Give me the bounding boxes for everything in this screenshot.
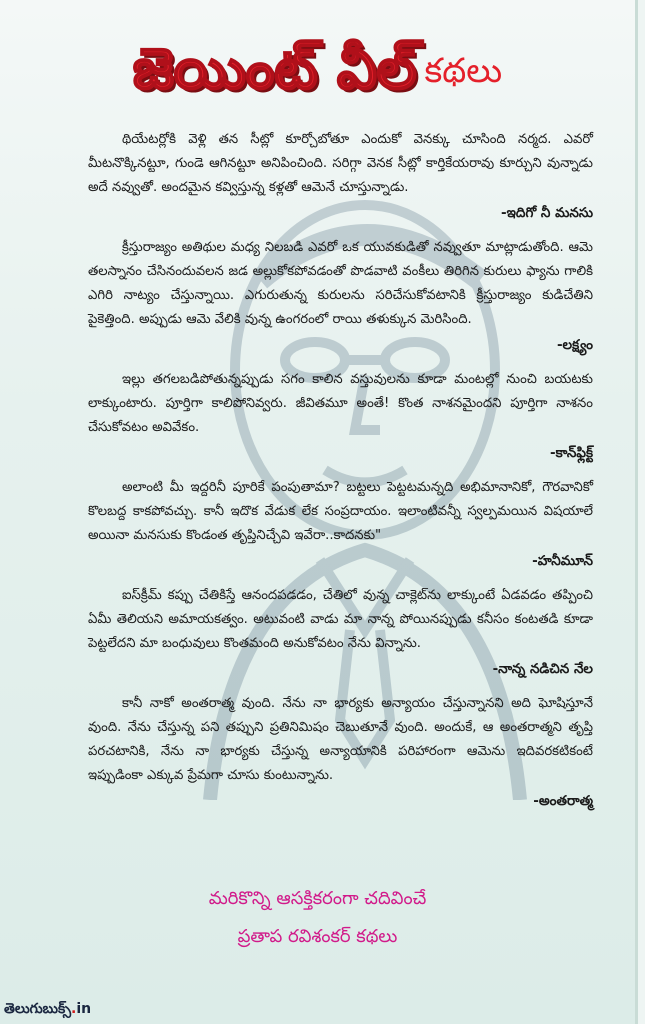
title-sub: కథలు <box>424 51 503 91</box>
footer-line-2: ప్రతాప రవిశంకర్ కథలు <box>237 926 398 947</box>
excerpt-source: -ఇదిగో నీ మనసు <box>501 205 593 221</box>
excerpts <box>88 128 593 824</box>
excerpt-text: ఇల్లు తగలబడిపోతున్నప్పుడు సగం కాలిన వస్తువులను కూడా మంటల్లో నుంచి బయటకు లాక్కుంటారు. పూర్తిగా కాలిపోనివ్వరు. జీవితమూ అంతే! కొంత నాశనమైందని పూర్తిగా నాశనం చేసుకోవటం అవివేకం. <box>88 372 593 435</box>
excerpt-text: ఐస్‌క్రీమ్ కప్పు చేతికిస్తే ఆనందపడడం, చేతిలో వున్న చాక్లెట్‌ను లాక్కుంటే ఏడవడం తప్పించి ఏమీ తెలియని అమాయకత్వం. అటువంటి వాడు మా నాన్న పోయినప్పుడు కనీసం కంటతడి కూడా పెట్టలేదని మా బంధువులు కొంతమంది అనుకోవటం నేను విన్నాను. <box>88 588 593 651</box>
excerpt-text: కానీ నాకో అంతరాత్మ వుంది. నేను నా భార్యకు అన్యాయం చేస్తున్నానని అది ఘోషిస్తూనే వుంది. నేను చేస్తున్న పని తప్పుని ప్రతినిమిషం చెబుతూనే వుంది. అందుకే, ఆ అంతరాత్మని తృప్తి పరచటానికి, నేను నా భార్యకు చేస్తున్న అన్యాయానికి పరిహారంగా ఆమెను ఇదివరకటికంటే ఇప్పుడింకా ఎక్కువ ప్రేమగా చూసు కుంటున్నాను. <box>88 696 593 783</box>
excerpt-source: -హనీమూన్ <box>532 553 593 569</box>
footer-line-1: మరికొన్ని ఆసక్తికరంగా చదివించే <box>208 888 427 909</box>
excerpt-source: -కాన్‌ఫ్లిక్ట్ <box>550 445 593 461</box>
credit-dot: . <box>71 1001 77 1017</box>
footer-tagline <box>0 880 635 956</box>
site-credit <box>4 1001 91 1020</box>
excerpt-text: అలాంటి మీ ఇద్దరినీ పూరికే పంపుతామా? బట్టలు పెట్టటమన్నది అభిమానానికో, గౌరవానికో కొలబద్ద కాకపోవచ్చు. కానీ ఇదొక వేడుక లేక సంప్రదాయం. ఇలాంటివన్నీ స్వల్పమయిన విషయాలే అయినా మనసుకు కొండంత తృప్తినిచ్చేవి ఇవేరా..కాదనకు" <box>88 480 593 543</box>
excerpt-source: -అంతరాత్మ <box>533 793 593 809</box>
credit-brand: తెలుగుబుక్స్ <box>4 1001 72 1017</box>
excerpt-text: థియేటర్లోకి వెళ్లి తన సీట్లో కూర్చోబోతూ ఎందుకో వెనక్కు చూసింది నర్మద. ఎవరో మీటనొక్కినట్టూ, గుండె ఆగినట్టూ అనిపించింది. సరిగ్గా వెనక సీట్లో కార్తికేయరావు కూర్చుని వున్నాడు అదే నవ్వుతో. అందమైన కవ్విస్తున్న కళ్లతో ఆమెనే చూస్తున్నాడు. <box>88 132 593 195</box>
excerpt-text: క్రీస్తురాజ్యం అతిథుల మధ్య నిలబడి ఎవరో ఒక యువకుడితో నవ్వుతూ మాట్లాడుతోంది. ఆమె తలస్నానం చేసినందువలన జడ అల్లుకోకపోవడంతో పొడవాటి వంకీలు తిరిగిన కురులు ఫ్యాను గాలికి ఎగిరి నాట్యం చేస్తున్నాయి. ఎగురుతున్న కురులను సరిచేసుకోవటానికి క్రీస్తురాజ్యం కుడిచేతిని పైకెత్తింది. అప్పుడు ఆమె వేలికి వున్న ఉంగరంలో రాయి తళుక్కున మెరిసింది. <box>88 240 593 327</box>
credit-tld: in <box>76 1001 92 1017</box>
title-main: జెయింట్ వీల్ <box>132 37 417 102</box>
excerpt-source: -నాన్న నడిచిన నేల <box>492 661 593 677</box>
book-title <box>0 36 635 103</box>
excerpt-source: -లక్ష్యం <box>556 337 593 353</box>
